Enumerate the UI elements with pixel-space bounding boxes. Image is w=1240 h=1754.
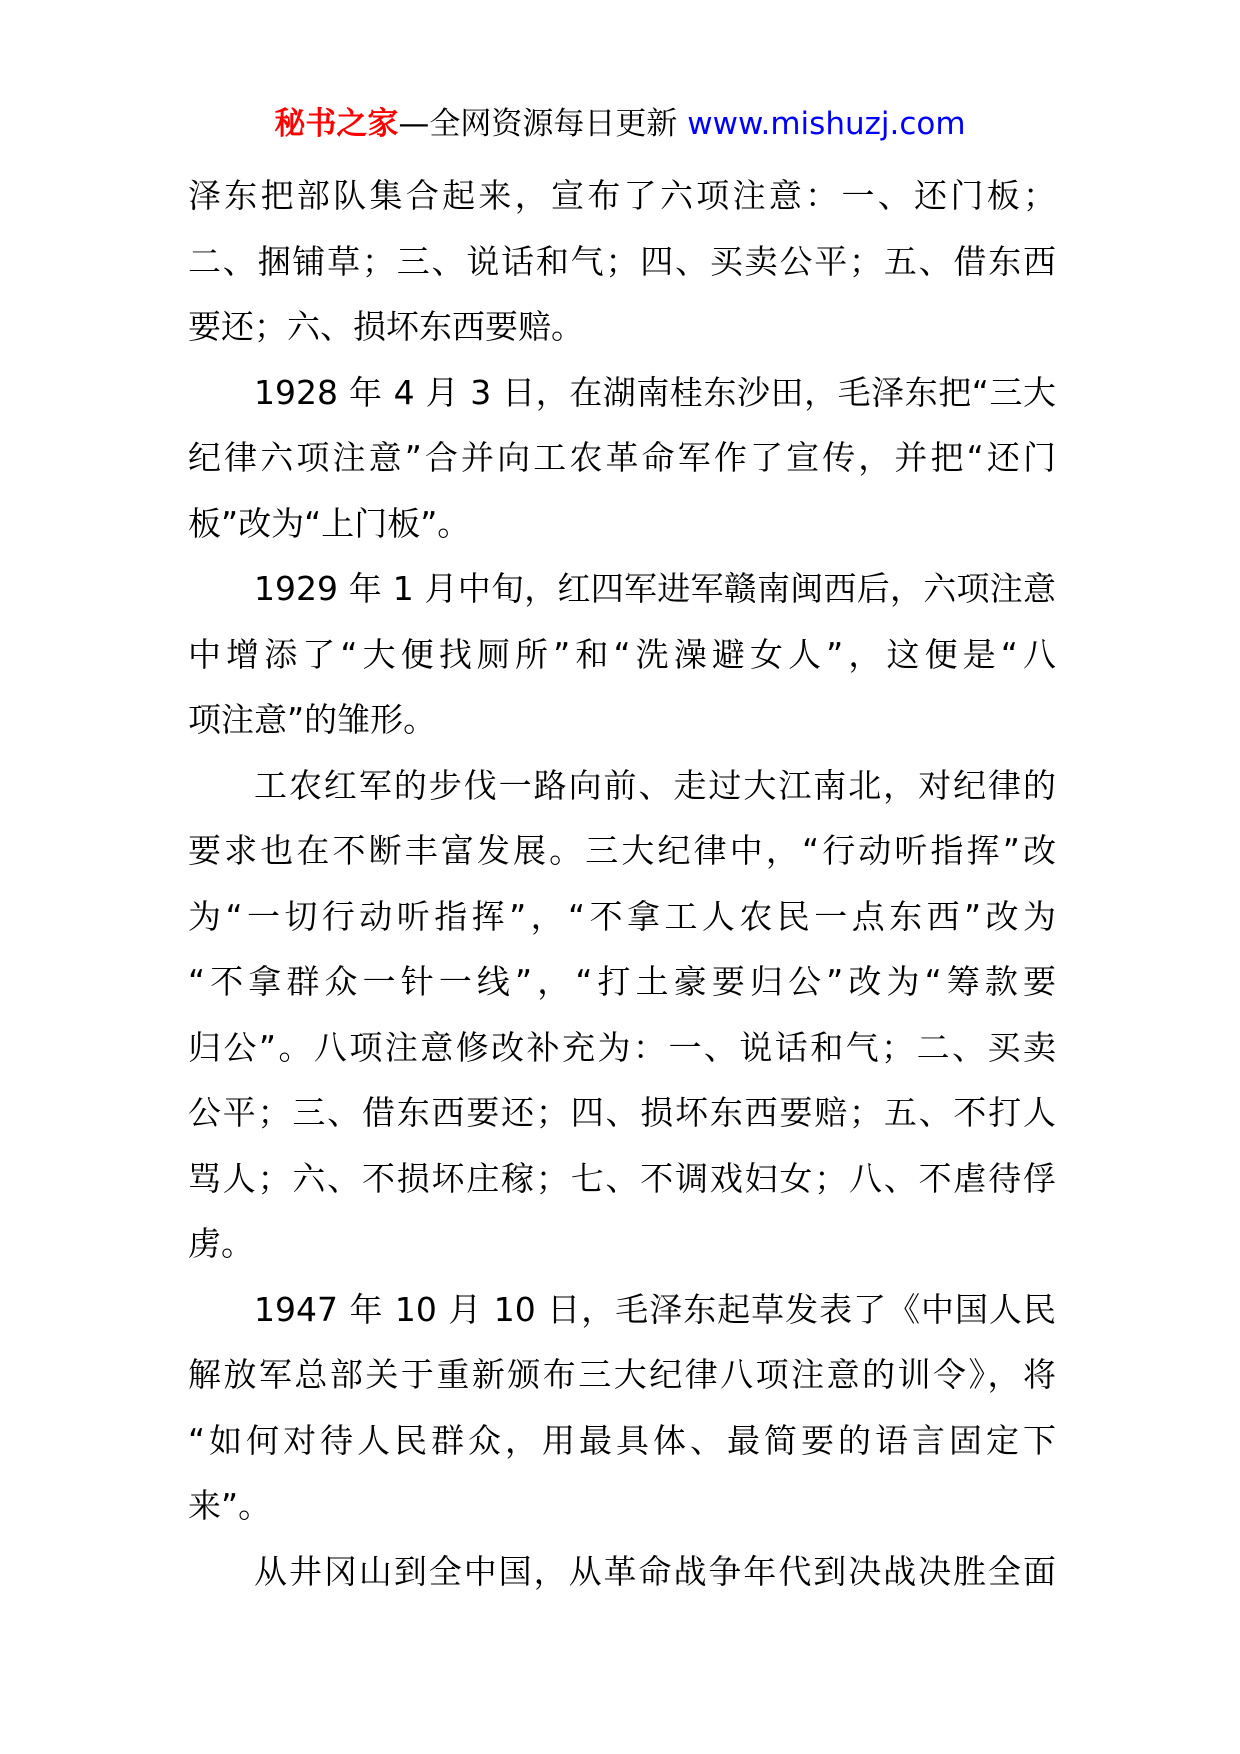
site-header xyxy=(0,100,1240,148)
text-line: 泽东把部队集合起来，宣布了六项注意：一、还门板； xyxy=(188,176,1056,215)
site-tagline: —全网资源每日更新 xyxy=(398,106,678,142)
paragraph-first-line: 从井冈山到全中国，从革命战争年代到决战决胜全面 xyxy=(254,1551,1056,1591)
text-line: 公平；三、借东西要还；四、损坏东西要赔；五、不打人 xyxy=(188,1093,1056,1132)
text-line: 来”。 xyxy=(188,1486,272,1525)
text-line: 板”改为“上门板”。 xyxy=(188,503,471,543)
text-line: “如何对待人民群众，用最具体、最简要的语言固定下 xyxy=(188,1420,1056,1460)
text-line: 虏。 xyxy=(188,1224,254,1263)
text-line: 纪律六项注意”合并向工农革命军作了宣传，并把“还门 xyxy=(188,438,1056,477)
text-line: 要求也在不断丰富发展。三大纪律中，“行动听指挥”改 xyxy=(188,831,1056,870)
text-line: 归公”。八项注意修改补充为：一、说话和气；二、买卖 xyxy=(188,1027,1056,1067)
text-line: 解放军总部关于重新颁布三大纪律八项注意的训令》，将 xyxy=(188,1355,1056,1394)
paragraph-first-line: 1947 年 10 月 10 日，毛泽东起草发表了《中国人民 xyxy=(254,1289,1056,1329)
site-brand: 秘书之家 xyxy=(274,106,399,142)
text-line: 二、捆铺草；三、说话和气；四、买卖公平；五、借东西 xyxy=(188,241,1056,281)
text-line: “不拿群众一针一线”，“打土豪要归公”改为“筹款要 xyxy=(188,962,1056,1001)
text-line: 为“一切行动听指挥”，“不拿工人农民一点东西”改为 xyxy=(188,896,1056,936)
document-body xyxy=(188,163,1056,1604)
paragraph-first-line: 1929 年 1 月中旬，红四军进军赣南闽西后，六项注意 xyxy=(254,569,1056,608)
site-url-link[interactable]: www.mishuzj.com xyxy=(687,106,966,142)
text-line: 项注意”的雏形。 xyxy=(188,700,437,739)
paragraph-first-line: 1928 年 4 月 3 日，在湖南桂东沙田，毛泽东把“三大 xyxy=(254,372,1056,412)
text-line: 中增添了“大便找厕所”和“洗澡避女人”，这便是“八 xyxy=(188,634,1056,674)
text-line: 要还；六、损坏东西要赔。 xyxy=(188,307,584,346)
text-line: 骂人；六、不损坏庄稼；七、不调戏妇女；八、不虐待俘 xyxy=(188,1158,1056,1198)
paragraph-first-line: 工农红军的步伐一路向前、走过大江南北，对纪律的 xyxy=(254,765,1056,805)
